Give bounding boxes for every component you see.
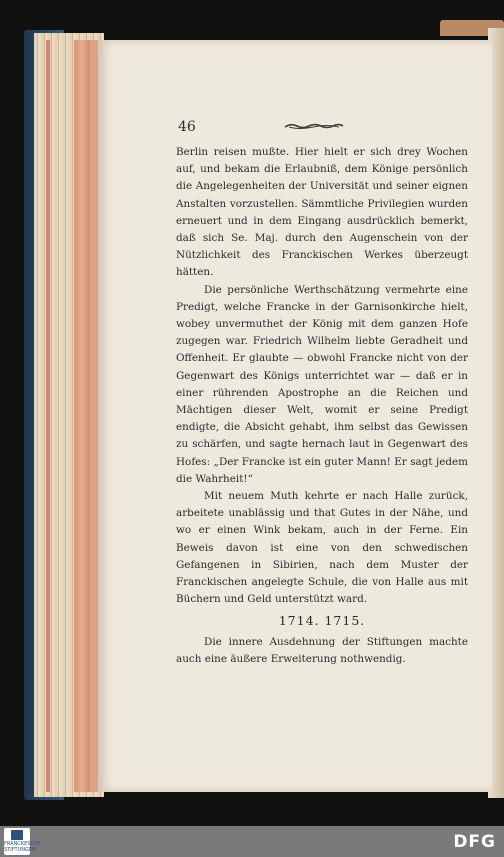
page-text: [176, 144, 468, 668]
stiftungen-emblem-icon: [11, 830, 23, 840]
paragraph-3: Mit neuem Muth kehrte er nach Halle zurück, arbeitete unablässig und that Gutes in der Nähe, und wo er einen Wink bekam, auch in der Ferne. Ein Beweis davon ist eine von den schwedischen Gefangenen in Sibirien, nach dem Muster der Franckischen angelegte Schule, die von Halle aus mit Büchern und Geld unterstützt ward.: [176, 490, 468, 606]
viewer-footer: [0, 826, 504, 857]
franckesche-stiftungen-logo[interactable]: [4, 828, 41, 855]
ornament-icon: [283, 121, 345, 131]
left-logo-text: FRANCKESCHE STIFTUNGEN: [4, 841, 41, 853]
red-page-edge: [46, 40, 50, 792]
paragraph-2: Die persönliche Werthschätzung vermehrte eine Predigt, welche Francke in der Garnisonkirche hielt, wobey unvermuthet der König mit dem ganzen Hofe zugegen war. Friedrich Wilhelm liebte Geradheit und Offenheit. Er glaubte — obwohl Francke nicht von der Gegenwart des Königs unterrichtet war — daß er in einer rührenden Apostrophe an die Reichen und Mächtigen dieser Welt, womit er seine Predigt endigte, die Absicht gehabt, ihm selbst das Gewissen zu schärfen, und sagte hernach laut in Gegenwart des Hofes: „Der Francke ist ein guter Mann! Er sagt jedem die Wahrheit!“: [176, 283, 468, 485]
red-page-edge: [74, 40, 90, 792]
red-page-edge: [90, 40, 98, 792]
page-number: 46: [178, 119, 196, 135]
year-heading: 1714. 1715.: [278, 613, 366, 629]
dfg-logo[interactable]: DFG: [453, 832, 496, 852]
paragraph-4: Die innere Ausdehnung der Stiftungen machte auch eine äußere Erweiterung nothwendig.: [176, 635, 468, 665]
paragraph-1: Berlin reisen mußte. Hier hielt er sich drey Wochen auf, und bekam die Erlaubniß, dem Könige persönlich die Angelegenheiten der Universität und seiner eignen Anstalten vorzustellen. Sämmtliche Privilegien wurden erneuert und in dem Eingang ausdrücklich bemerkt, daß sich Se. Maj. durch den Augenschein von der Nützlichkeit des Franckischen Werkes überzeugt hätten.: [176, 146, 468, 279]
